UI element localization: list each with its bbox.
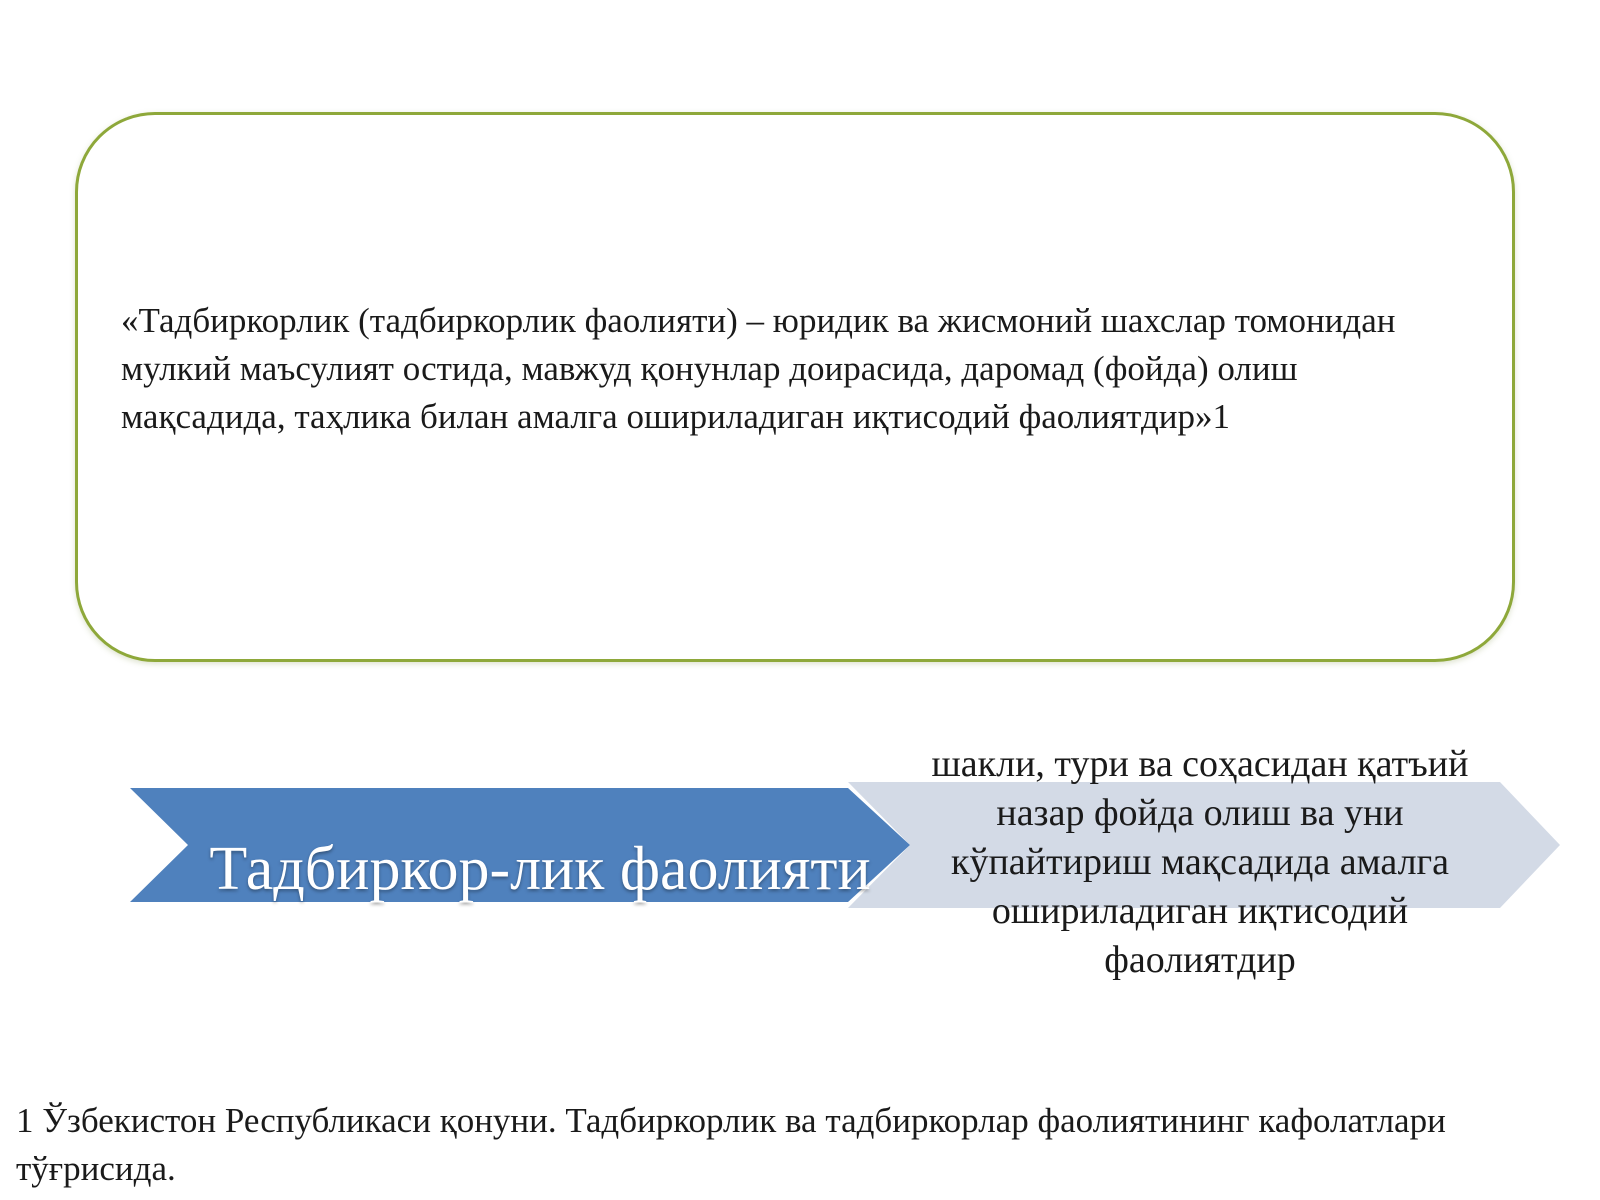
chevron-step-2-text: шакли, тури ва соҳасидан қатъий назар фойда олиш ва уни кўпайтириш мақсадида амалга ошириладиган иқтисодий фаолиятдир	[931, 743, 1469, 981]
footnote: 1 Ўзбекистон Республикаси қонуни. Тадбиркорлик ва тадбиркорлар фаолиятининг кафолатлари тўғрисида.	[16, 1101, 1446, 1188]
process-diagram	[0, 720, 1600, 1020]
definition-box	[75, 112, 1515, 662]
definition-text: «Тадбиркорлик (тадбиркорлик фаолияти) – юридик ва жисмоний шахслар томонидан мулкий маъсулият остида, мавжуд қонунлар доирасида, даромад (фойда) олиш мақсадида, таҳлика билан амалга ошириладиган иқтисодий фаолиятдир»1	[121, 301, 1396, 436]
chevron-step-1-label: Тадбиркор-лик фаолияти	[209, 835, 871, 903]
